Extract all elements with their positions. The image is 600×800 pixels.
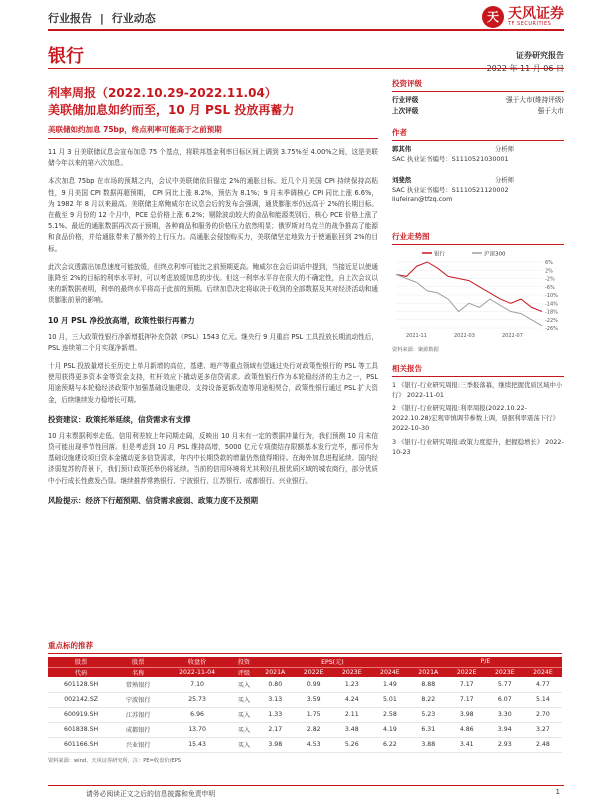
prev-rating-row: [392, 106, 564, 117]
table-note: 资料来源：wind、天风证券研究所，注：PE=收盘价/EPS: [48, 757, 182, 764]
recommendation-table-section: [48, 640, 562, 764]
cell-pe: 8.22: [409, 692, 448, 707]
legend-label: 沪深300: [484, 251, 506, 257]
cert-number: S1110521030001: [451, 154, 509, 163]
main-body: [48, 124, 378, 512]
table-row: [48, 677, 562, 692]
paragraph: 11 月 3 日美联储议息会宣布加息 75 个基点，将联邦基金利率目标区间上调到 3.75%至 4.00%之间，这是美联储今年以来的第六次加息。: [48, 148, 378, 168]
cell-pe: 3.98: [448, 707, 486, 722]
cell-pe: 5.77: [486, 677, 524, 692]
industry-trend-chart: [392, 248, 564, 344]
cell-rating: 买入: [232, 737, 256, 752]
cert-number: S1110521120002: [451, 185, 509, 194]
cell-pe: 3.30: [486, 707, 524, 722]
y-tick-label: -10%: [545, 292, 558, 299]
x-tick-label: 2022-07: [502, 332, 523, 339]
section-heading-invest: 投资建议：政策托举延续，信贷需求有支撑: [48, 414, 191, 424]
cell-pe: 3.94: [486, 722, 524, 737]
legend-label: 银行: [434, 251, 446, 257]
disclaimer: 请务必阅读正文之后的信息披露和免责申明: [86, 790, 216, 798]
col-rating-header: 投资: [232, 657, 256, 667]
report-subtitle: 美联储加息如约而至，10 月 PSL 投放再蓄力: [48, 103, 295, 117]
x-tick-label: 2022-03: [454, 332, 475, 339]
cell-code: 600919.SH: [48, 707, 114, 722]
col-name-header: 股票: [114, 657, 162, 667]
col-rating-header: 评级: [232, 667, 256, 677]
cell-pe: 4.77: [524, 677, 562, 692]
cell-name: 宁波银行: [114, 692, 162, 707]
y-tick-label: -26%: [545, 325, 558, 332]
paragraph: 十月 PSL 投放量增长至历史上单月新增的高位，基建、地产等重点领域有望通过央行对政策性银行的 PSL 等工具使用获得更多资本金等资金支持，杠杆效应下撬动更多信贷需求。政策性银行作为本轮稳经济的主力之一，PSL 用途预期与本轮稳经济政策中加强基础设施建设、支持设备更新改造等用途相契合，政策性银行通过 PSL 扩大资金，后续继续发力稳增长可期。: [48, 362, 378, 404]
cell-price: 15.43: [162, 737, 232, 752]
footer-divider: [48, 785, 564, 786]
industry-rating-label: 行业评级: [392, 96, 419, 104]
paragraph: 10 月，三大政策性银行净新增抵押补充贷款（PSL）1543 亿元。继央行 9 月重启 PSL 工具投放长期流动性后，PSL 连续第二个月实现净新增。: [48, 332, 378, 352]
cell-name: 常熟银行: [114, 677, 162, 692]
authors-heading: 作者: [392, 127, 564, 141]
author-name: 刘斐然: [392, 176, 412, 184]
cell-pe: 2.93: [486, 737, 524, 752]
cell-pe: 7.17: [448, 677, 486, 692]
cell-eps: 1.33: [256, 707, 295, 722]
cell-pe: 2.70: [524, 707, 562, 722]
cell-rating: 买入: [232, 707, 256, 722]
cell-name: 成都银行: [114, 722, 162, 737]
risk-warning: 风险提示：经济下行超预期、信贷需求疲弱、政策力度不及预期: [48, 495, 258, 505]
top-divider: [48, 29, 564, 31]
cell-eps: 5.26: [333, 737, 371, 752]
y-tick-label: -22%: [545, 317, 558, 324]
cell-eps: 0.99: [295, 677, 333, 692]
cell-pe: 3.41: [448, 737, 486, 752]
cell-eps: 2.58: [371, 707, 409, 722]
author-role: 分析师: [494, 176, 514, 184]
cell-eps: 5.01: [371, 692, 409, 707]
cell-eps: 6.22: [371, 737, 409, 752]
cell-code: 002142.SZ: [48, 692, 114, 707]
sidebar: [392, 78, 564, 457]
col-code-header: 股票: [48, 657, 114, 667]
year-header: 2022E: [295, 667, 333, 677]
cell-eps: 4.24: [333, 692, 371, 707]
cell-price: 6.96: [162, 707, 232, 722]
cell-rating: 买入: [232, 692, 256, 707]
y-tick-label: 6%: [545, 259, 553, 266]
paragraph: 本次加息 75bp 在市场的预期之内，会议中美联储依旧锚定 2%的通胀目标。近几个月美国 CPI 持续保持高粘性，9 月美国 CPI 数据再超预期， CPI 同比上涨 8.2%，预估为 8.1%；9 月未季调核心 CPI 同比上涨 6.6%，为 1982 年 8 月以来最高。美联储主席鲍威尔在议息会后的发布会强调，通货膨胀率仍远高于 2%的长期目标。在截至 9 月份的 12 个月中，PCE 总价格上涨 6.2%；剔除波动较大的食品和能源类别后，核心 PCE 价格上涨了 5.1%。最近的通胀数据再次高于预期，各种商品和服务的价格压力依然明显；俄罗斯对乌克兰的战争推高了能源和食品价格，并给通胀带来了额外的上行压力。高通胀会侵蚀购买力，美联储坚定地致力于使通胀回到 2%的目标。: [48, 177, 378, 253]
author-name: 郭其伟: [392, 145, 412, 153]
cell-eps: 3.48: [333, 722, 371, 737]
section-heading-psl: 10 月 PSL 净投放高增，政策性银行再蓄力: [48, 315, 195, 325]
table-title: 重点标的推荐: [48, 640, 562, 654]
cell-pe: 3.88: [409, 737, 448, 752]
col-code-header: 代码: [48, 667, 114, 677]
industry-rating-value: 强于大市(维持评级): [506, 96, 564, 104]
brand-logo: [482, 6, 564, 28]
author-role: 分析师: [494, 145, 514, 153]
related-report-link[interactable]: 3 《银行-行业研究周报:政策力度提升，把握稳增长》 2022-10-23: [392, 437, 564, 456]
crumb-industry-report: 行业报告: [48, 12, 92, 25]
related-report-link[interactable]: 2 《银行-行业研究周报:利率周报(2022.10.22-2022.10.28)宏观审慎调节参数上调，票据利率震荡下行》 2022-10-30: [392, 403, 559, 433]
cell-rating: 买入: [232, 677, 256, 692]
author-card: [392, 176, 564, 205]
related-heading: 相关报告: [392, 363, 564, 377]
cell-eps: 1.49: [371, 677, 409, 692]
cell-eps: 3.98: [256, 737, 295, 752]
year-header: 2022E: [448, 667, 486, 677]
year-header: 2024E: [371, 667, 409, 677]
cell-code: 601838.SH: [48, 722, 114, 737]
series-line: [396, 274, 542, 326]
col-name-header: 名称: [114, 667, 162, 677]
cell-pe: 7.17: [448, 692, 486, 707]
prev-rating-label: 上次评级: [392, 107, 419, 115]
cell-eps: 2.11: [333, 707, 371, 722]
related-report-link[interactable]: 1 《银行-行业研究周报:三季报落幕，继续把握优质区域中小行》 2022-11-01: [392, 380, 563, 399]
cell-eps: 3.59: [295, 692, 333, 707]
year-header: 2023E: [486, 667, 524, 677]
y-tick-label: -14%: [545, 300, 558, 307]
table-row: [48, 707, 562, 722]
report-type: 证券研究报告: [516, 51, 564, 60]
breadcrumb: [48, 10, 160, 26]
section-heading-fed: 美联储如约加息 75bp，终点利率可能高于之前预期: [48, 124, 378, 139]
col-price-header: 收盘价: [162, 657, 232, 667]
col-pe-header: P/E: [409, 657, 562, 667]
cell-pe: 5.23: [409, 707, 448, 722]
x-tick-label: 2021-11: [406, 332, 427, 339]
author-email[interactable]: liufeiran@tfzq.com: [392, 195, 453, 203]
y-tick-label: 2%: [545, 267, 553, 274]
y-tick-label: -6%: [545, 284, 555, 291]
logo-name: 天风证券: [508, 6, 564, 22]
paragraph: 10 月末票据利率走低、信用利差较上年同期走阔，反映出 10 月末有一定的票据冲量行为，我们预测 10 月末信贷可能出现季节性回落。但是考虑到 10 月 PSL 维持高增，5000 亿元专项债结存限额基本发行完毕，都可作为基础设施建设项目资本金撬动更多信贷需求，年内中长期贷款的增量仍然值得期待。在海外加息进程延续、国内经济弱复苏的背景下，我们预计政策托举仍将延续。当前的信用环境将尤其利好扎根优质区域的城农商行，部分优质中小行成长性愈发凸显。继续推荐常熟银行、宁波银行、江苏银行、成都银行、兴业银行。: [48, 431, 378, 485]
col-price-header: 2022-11-04: [162, 667, 232, 677]
sector-title: 银行: [48, 46, 84, 67]
author-card: [392, 145, 564, 164]
cell-pe: 6.31: [409, 722, 448, 737]
cell-pe: 3.27: [524, 722, 562, 737]
chart-heading: 行业走势图: [392, 231, 564, 245]
year-header: 2023E: [333, 667, 371, 677]
page-number: 1: [555, 788, 560, 796]
cell-eps: 3.13: [256, 692, 295, 707]
year-header: 2024E: [524, 667, 562, 677]
cert-label: SAC 执业证书编号：: [392, 185, 452, 194]
cell-eps: 1.75: [295, 707, 333, 722]
cell-eps: 0.80: [256, 677, 295, 692]
cert-label: SAC 执业证书编号：: [392, 154, 452, 163]
table-row: [48, 722, 562, 737]
cell-eps: 4.53: [295, 737, 333, 752]
year-header: 2021A: [256, 667, 295, 677]
report-title: 利率周报（2022.10.29-2022.11.04）: [48, 86, 277, 100]
cell-eps: 2.17: [256, 722, 295, 737]
cell-eps: 4.19: [371, 722, 409, 737]
cell-pe: 4.86: [448, 722, 486, 737]
rating-heading: 投资评级: [392, 78, 564, 92]
industry-rating-row: [392, 95, 564, 106]
trend-chart-svg: [392, 248, 564, 340]
chart-source: 资料来源：聚源数据: [392, 346, 439, 353]
cell-eps: 1.23: [333, 677, 371, 692]
cell-price: 13.70: [162, 722, 232, 737]
prev-rating-value: 强于大市: [537, 107, 564, 115]
cell-rating: 买入: [232, 722, 256, 737]
paragraph: 此次会议透露出加息速度可能放缓，但终点利率可能比之前预期更高。鲍威尔在会后讲话中提到，当接近足以使通胀降至 2%的目标的利率水平时，可以考虑放缓加息的步伐。但这一利率水平存在很大的不确定性，自上次会议以来的新数据表明，利率的最终水平将高于此前的预期。后续加息决定将取决于收到的全部数据及其对经济活动和通货膨胀前景的影响。: [48, 262, 378, 305]
cell-price: 7.10: [162, 677, 232, 692]
y-tick-label: -18%: [545, 309, 558, 315]
sector-divider: [48, 68, 564, 69]
crumb-separator: |: [99, 12, 104, 25]
col-eps-header: EPS(元): [256, 657, 409, 667]
cell-pe: 2.48: [524, 737, 562, 752]
table-row: [48, 737, 562, 752]
year-header: 2021A: [409, 667, 448, 677]
cell-code: 601128.SH: [48, 677, 114, 692]
cell-code: 601166.SH: [48, 737, 114, 752]
table-row: [48, 692, 562, 707]
cell-price: 25.73: [162, 692, 232, 707]
crumb-industry-dynamic: 行业动态: [111, 12, 156, 25]
cell-eps: 2.82: [295, 722, 333, 737]
cell-pe: 5.14: [524, 692, 562, 707]
logo-icon: 天: [482, 6, 504, 28]
cell-name: 兴业银行: [114, 737, 162, 752]
recommendation-table: [48, 657, 562, 753]
y-tick-label: -2%: [545, 276, 555, 282]
cell-pe: 6.07: [486, 692, 524, 707]
cell-name: 江苏银行: [114, 707, 162, 722]
cell-pe: 8.88: [409, 677, 448, 692]
logo-en: TF SECURITIES: [508, 21, 552, 27]
